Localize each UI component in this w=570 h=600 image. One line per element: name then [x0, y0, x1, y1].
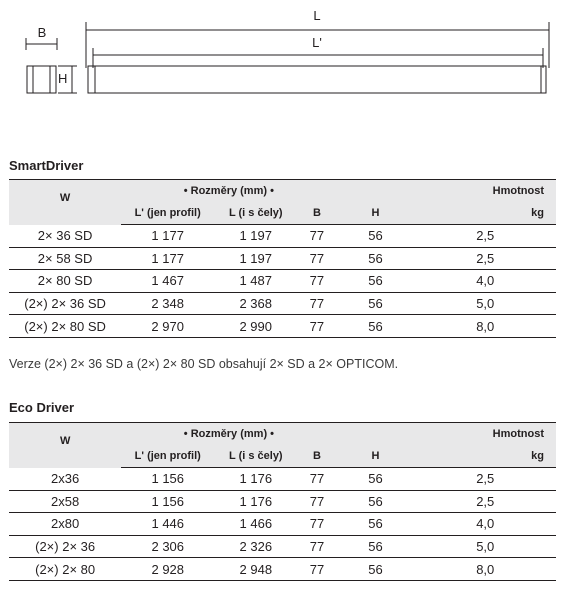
cell-kg: 2,5 — [414, 225, 556, 248]
cell-l-profile: 1 156 — [121, 490, 214, 513]
header-kg: kg — [414, 202, 556, 225]
cell-w: (2×) 2× 36 — [9, 535, 121, 558]
table-row — [9, 270, 556, 293]
header-l-profile: L' (jen profil) — [121, 202, 214, 225]
cell-b: 77 — [297, 247, 336, 270]
cell-w: 2x58 — [9, 490, 121, 513]
header-weight: Hmotnost — [414, 423, 556, 446]
cell-l-profile: 1 467 — [121, 270, 214, 293]
header-w: W — [9, 180, 121, 225]
cell-h: 56 — [337, 270, 415, 293]
cell-b: 77 — [297, 558, 336, 581]
cell-kg: 2,5 — [414, 490, 556, 513]
luminaire-drawing — [0, 0, 570, 120]
header-l-profile: L' (jen profil) — [121, 445, 214, 468]
cell-kg: 4,0 — [414, 270, 556, 293]
cell-w: (2×) 2× 36 SD — [9, 292, 121, 315]
cell-l-profile: 2 306 — [121, 535, 214, 558]
cell-kg: 2,5 — [414, 247, 556, 270]
cell-w: 2× 36 SD — [9, 225, 121, 248]
cell-l-total: 1 176 — [214, 490, 297, 513]
cell-h: 56 — [337, 490, 415, 513]
header-weight: Hmotnost — [414, 180, 556, 203]
table-row — [9, 292, 556, 315]
cell-kg: 2,5 — [414, 468, 556, 491]
cell-kg: 8,0 — [414, 315, 556, 338]
header-h: H — [337, 202, 415, 225]
table-row — [9, 490, 556, 513]
cell-l-total: 1 197 — [214, 225, 297, 248]
cell-b: 77 — [297, 270, 336, 293]
cell-kg: 4,0 — [414, 513, 556, 536]
cell-kg: 5,0 — [414, 292, 556, 315]
cell-w: 2× 58 SD — [9, 247, 121, 270]
cell-b: 77 — [297, 535, 336, 558]
smartdriver-title: SmartDriver — [9, 158, 84, 173]
header-b: B — [297, 445, 336, 468]
header-kg: kg — [414, 445, 556, 468]
lp-dimension-label: L' — [312, 35, 322, 50]
cell-h: 56 — [337, 247, 415, 270]
header-h: H — [337, 445, 415, 468]
header-b: B — [297, 202, 336, 225]
cell-l-profile: 2 928 — [121, 558, 214, 581]
header-w: W — [9, 423, 121, 468]
cell-h: 56 — [337, 558, 415, 581]
table-row — [9, 225, 556, 248]
header-dimensions: • Rozměry (mm) • — [121, 423, 336, 446]
cell-l-total: 2 948 — [214, 558, 297, 581]
table-row — [9, 315, 556, 338]
dimension-diagram — [0, 0, 570, 120]
cell-b: 77 — [297, 490, 336, 513]
header-dimensions: • Rozměry (mm) • — [121, 180, 336, 203]
cell-w: 2x36 — [9, 468, 121, 491]
cell-h: 56 — [337, 513, 415, 536]
cell-l-total: 2 326 — [214, 535, 297, 558]
ecodriver-table — [9, 422, 556, 581]
cell-l-profile: 1 177 — [121, 225, 214, 248]
table-row — [9, 247, 556, 270]
cell-h: 56 — [337, 315, 415, 338]
cell-h: 56 — [337, 535, 415, 558]
cell-w: 2× 80 SD — [9, 270, 121, 293]
table-row — [9, 513, 556, 536]
h-dimension-label: H — [58, 71, 68, 86]
cell-l-total: 1 466 — [214, 513, 297, 536]
cell-b: 77 — [297, 513, 336, 536]
smartdriver-note: Verze (2×) 2× 36 SD a (2×) 2× 80 SD obsahují 2× SD a 2× OPTICOM. — [9, 357, 399, 371]
cell-h: 56 — [337, 292, 415, 315]
cell-kg: 8,0 — [414, 558, 556, 581]
cell-w: 2x80 — [9, 513, 121, 536]
cell-w: (2×) 2× 80 — [9, 558, 121, 581]
cell-l-profile: 2 348 — [121, 292, 214, 315]
cell-l-total: 1 487 — [214, 270, 297, 293]
table-row — [9, 558, 556, 581]
cell-kg: 5,0 — [414, 535, 556, 558]
table-row — [9, 535, 556, 558]
cell-l-profile: 1 446 — [121, 513, 214, 536]
cell-b: 77 — [297, 225, 336, 248]
cell-b: 77 — [297, 292, 336, 315]
l-dimension-label: L — [313, 8, 321, 23]
ecodriver-title: Eco Driver — [9, 400, 75, 415]
cell-l-profile: 2 970 — [121, 315, 214, 338]
header-l-total: L (i s čely) — [214, 202, 297, 225]
cell-b: 77 — [297, 315, 336, 338]
cell-w: (2×) 2× 80 SD — [9, 315, 121, 338]
cell-b: 77 — [297, 468, 336, 491]
b-dimension-label: B — [37, 25, 47, 40]
cell-l-profile: 1 156 — [121, 468, 214, 491]
smartdriver-table — [9, 179, 556, 338]
cell-l-total: 2 990 — [214, 315, 297, 338]
cell-l-profile: 1 177 — [121, 247, 214, 270]
header-l-total: L (i s čely) — [214, 445, 297, 468]
cell-l-total: 1 176 — [214, 468, 297, 491]
table-row — [9, 468, 556, 491]
cell-l-total: 2 368 — [214, 292, 297, 315]
cell-h: 56 — [337, 468, 415, 491]
cell-h: 56 — [337, 225, 415, 248]
cell-l-total: 1 197 — [214, 247, 297, 270]
